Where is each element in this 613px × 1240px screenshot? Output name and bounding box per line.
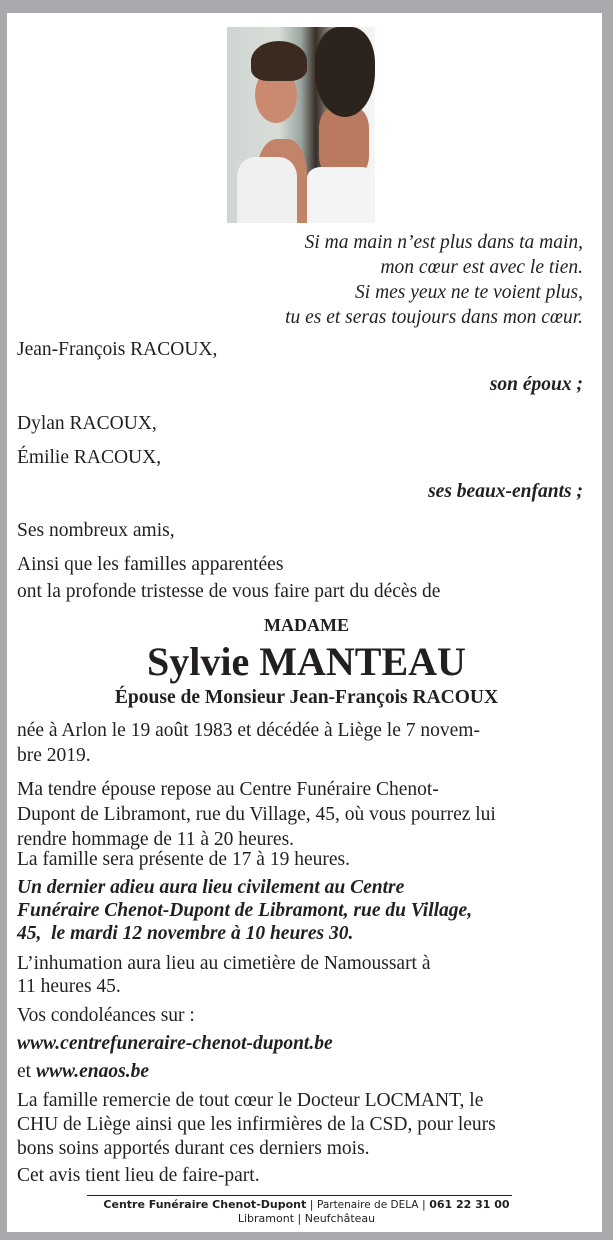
closing-line: Cet avis tient lieu de faire-part.	[17, 1165, 260, 1186]
poem-line: Si ma main n’est plus dans ta main,	[304, 232, 583, 253]
thanks-line: La famille remercie de tout cœur le Docteur LOCMANT, le	[17, 1090, 484, 1111]
burial-line: 11 heures 45.	[17, 976, 121, 997]
spouse-name: Jean-François RACOUX,	[17, 339, 218, 360]
condolences-line: Vos condoléances sur :	[17, 1005, 195, 1026]
birth-line: née à Arlon le 19 août 1983 et décédée à Liège le 7 novem-	[17, 720, 480, 741]
child-name: Émilie RACOUX,	[17, 447, 162, 468]
deceased-name: Sylvie MANTEAU	[147, 639, 466, 684]
condolences-link-line	[17, 1061, 149, 1083]
deceased-title: MADAME	[264, 615, 349, 635]
child-name: Dylan RACOUX,	[17, 413, 157, 434]
relatives-line: Ainsi que les familles apparentées	[17, 554, 284, 575]
separator: |	[306, 1198, 317, 1211]
friends-line: Ses nombreux amis,	[17, 520, 175, 541]
condolences-link[interactable]: www.centrefuneraire-chenot-dupont.be	[17, 1033, 333, 1054]
rest-line: Ma tendre épouse repose au Centre Funéraire Chenot-	[17, 779, 439, 800]
rest-line: Dupont de Libramont, rue du Village, 45, où vous pourrez lui	[17, 804, 496, 825]
poem-line: mon cœur est avec le tien.	[380, 257, 583, 278]
children-role: ses beaux-enfants ;	[428, 481, 583, 502]
footer-company: Centre Funéraire Chenot-Dupont	[103, 1198, 307, 1211]
and-text: et	[17, 1061, 32, 1082]
announce-line: ont la profonde tristesse de vous faire part du décès de	[17, 581, 441, 602]
birth-line: bre 2019.	[17, 745, 91, 766]
presence-line: La famille sera présente de 17 à 19 heures.	[17, 849, 350, 870]
farewell-line: Un dernier adieu aura lieu civilement au Centre	[17, 877, 405, 898]
poem-line: Si mes yeux ne te voient plus,	[355, 282, 583, 303]
footer-phone: 061 22 31 00	[429, 1198, 510, 1211]
farewell-line: 45, le mardi 12 novembre à 10 heures 30.	[17, 923, 354, 944]
footer-locations: Libramont | Neufchâteau	[237, 1212, 376, 1225]
footer-divider	[87, 1195, 512, 1196]
enaos-link[interactable]: www.enaos.be	[35, 1061, 149, 1082]
thanks-line: CHU de Liège ainsi que les infirmières de la CSD, pour leurs	[17, 1114, 496, 1135]
deceased-spouse-of: Épouse de Monsieur Jean-François RACOUX	[114, 687, 499, 708]
spouse-role: son époux ;	[489, 374, 583, 395]
thanks-line: bons soins apportés durant ces derniers mois.	[17, 1138, 370, 1159]
separator: |	[418, 1198, 430, 1211]
burial-line: L’inhumation aura lieu au cimetière de Namoussart à	[17, 953, 431, 974]
footer-line	[0, 1198, 613, 1211]
footer-partner: Partenaire de DELA	[316, 1199, 419, 1211]
farewell-line: Funéraire Chenot-Dupont de Libramont, rue du Village,	[17, 900, 473, 921]
portrait-photo	[227, 27, 375, 223]
rest-line: rendre hommage de 11 à 20 heures.	[17, 829, 295, 850]
poem-line: tu es et seras toujours dans mon cœur.	[285, 307, 583, 328]
